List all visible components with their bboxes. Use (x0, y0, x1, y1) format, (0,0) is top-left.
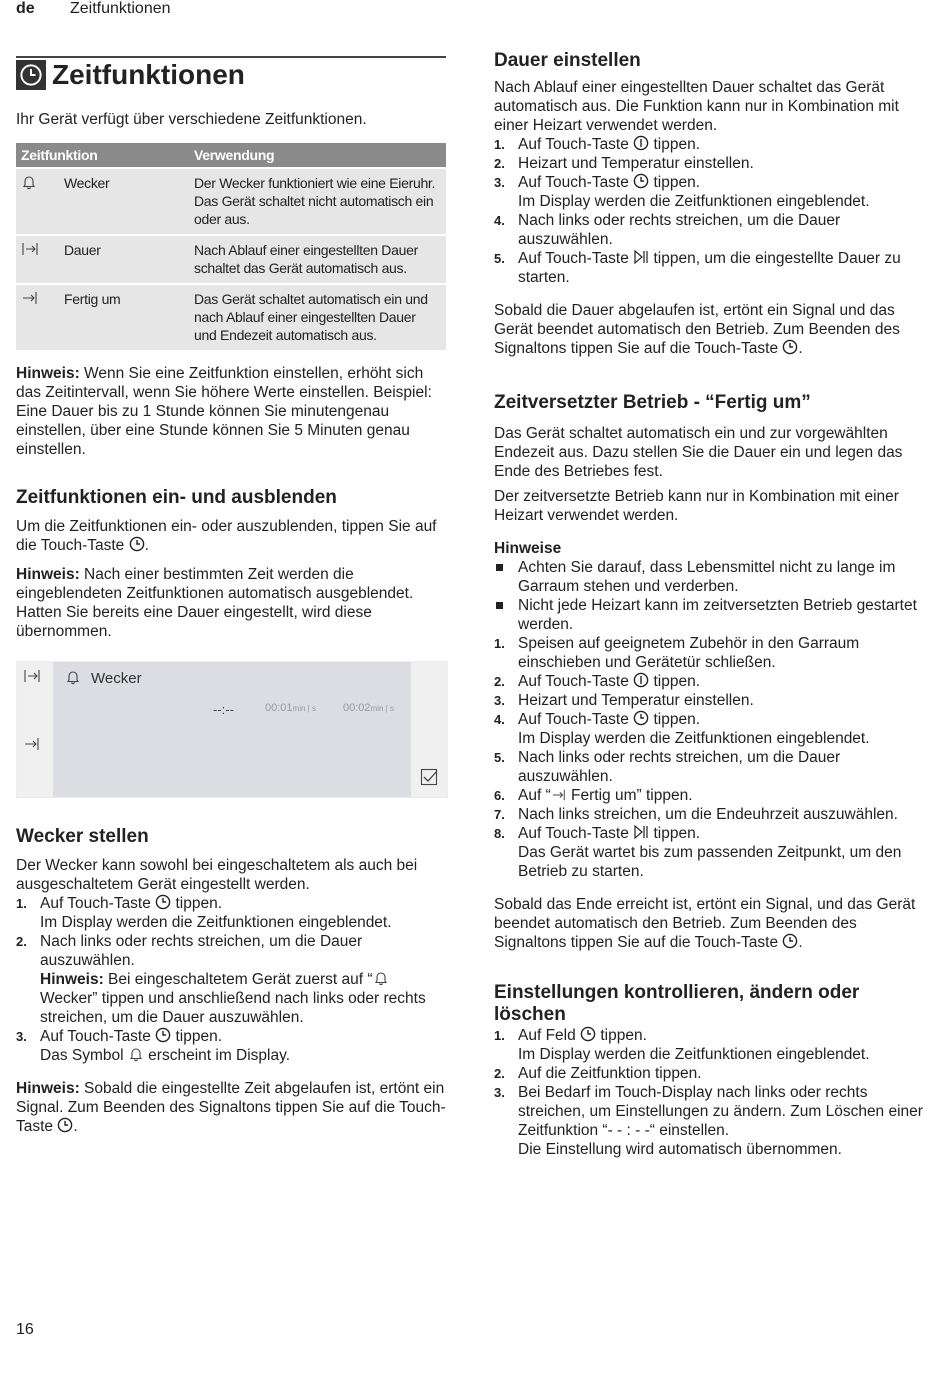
list-item (494, 634, 924, 672)
step-number: 3. (494, 1085, 505, 1100)
list-item (494, 1083, 924, 1159)
display-sidebar (17, 662, 53, 797)
list-item (494, 786, 924, 805)
step-number: 6. (494, 788, 505, 803)
language-code: de (16, 0, 35, 17)
step-result: Im Display werden die Zeitfunktionen eingeblendet. (518, 730, 870, 747)
table-row (16, 168, 446, 235)
step-number: 3. (494, 175, 505, 190)
step-number: 8. (494, 826, 505, 841)
display-time-value: 00:02 (343, 702, 371, 714)
table-header-row (16, 143, 446, 168)
display-time-blank[interactable]: --:-- (213, 702, 234, 717)
duration-icon[interactable] (23, 668, 41, 684)
dauer-intro: Nach Ablauf einer eingestellten Dauer schaltet das Gerät automatisch aus. Die Funktion kann nur in Kombination mit einer Heizart verwendet werden. (494, 79, 899, 134)
step-text: Auf Touch-Taste (518, 825, 634, 842)
step-text: Auf Touch-Taste (518, 174, 634, 191)
right-column (494, 50, 924, 1159)
bell-icon (128, 1046, 144, 1062)
step-result: Im Display werden die Zeitfunktionen eingeblendet. (40, 914, 392, 931)
step-number: 1. (494, 137, 505, 152)
hint-auto-hide (16, 565, 446, 641)
dauer-steps (494, 135, 924, 287)
table-cell-name: Dauer (59, 235, 189, 284)
clock-icon (155, 894, 171, 910)
step-text: Nach links oder rechts streichen, um die Dauer auszuwählen. (518, 749, 841, 785)
end-time-icon (551, 788, 567, 802)
page-number: 16 (16, 1321, 34, 1338)
kontrolle-steps (494, 1026, 924, 1159)
list-item (16, 894, 446, 932)
hint-text: Bei eingeschaltetem Gerät zuerst auf “ (103, 971, 373, 988)
clock-icon (580, 1026, 596, 1042)
hint-label: Hinweis: (16, 566, 80, 583)
page-title: Zeitfunktionen (52, 59, 245, 90)
list-item (494, 1026, 924, 1064)
step-text: tippen. (649, 825, 701, 842)
clock-icon (57, 1117, 73, 1133)
confirm-check-icon[interactable] (420, 768, 438, 786)
step-text: Auf “ (518, 787, 551, 804)
heading-fertig-um: Zeitversetzter Betrieb - “Fertig um” (494, 392, 811, 413)
show-hide-text-body: Um die Zeitfunktionen ein- oder auszublenden, tippen Sie auf die Touch-Taste (16, 518, 437, 554)
list-item (494, 691, 924, 710)
table-cell-name: Wecker (59, 168, 189, 235)
step-text: Auf Touch-Taste (518, 673, 634, 690)
bell-icon (16, 168, 59, 235)
step-result: Das Symbol (40, 1047, 128, 1064)
start-pause-icon (633, 824, 649, 840)
step-text: tippen. (596, 1027, 647, 1044)
bell-icon (373, 970, 389, 986)
display-right-bar (411, 662, 447, 797)
step-number: 3. (16, 1029, 27, 1044)
duration-icon (16, 235, 59, 284)
time-functions-table (16, 143, 446, 350)
step-text: Auf die Zeitfunktion tippen. (518, 1065, 702, 1082)
list-item (494, 1064, 924, 1083)
table-cell-usage: Der Wecker funktioniert wie eine Eieruhr. Das Gerät schaltet nicht automatisch ein oder aus. (189, 168, 446, 235)
hint-interval (16, 364, 446, 459)
hint-text: Sobald die eingestellte Zeit abgelaufen ist, ertönt ein Signal. Zum Beenden des Signaltons tippen Sie auf die Touch-Taste (16, 1080, 446, 1135)
step-text: tippen. (171, 895, 223, 912)
hint-signal: Hinweis: Sobald die eingestellte Zeit abgelaufen ist, ertönt ein Signal. Zum Beenden des Signaltons tippen Sie auf die Touch-Taste . (16, 1080, 446, 1135)
fertig-text-1: Das Gerät schaltet automatisch ein und zur vorgewählten Endezeit aus. Dazu stellen Sie die Dauer ein und legen das Ende des Betriebes fest. (494, 425, 903, 480)
dauer-end-text: Sobald die Dauer abgelaufen ist, ertönt ein Signal und das Gerät beendet automatisch den Betrieb. Zum Beenden des Signaltons tippen Sie auf die Touch-Taste . (494, 302, 900, 357)
step-text: Auf Feld (518, 1027, 581, 1044)
step-result: Im Display werden die Zeitfunktionen eingeblendet. (518, 193, 870, 210)
step-text: Heizart und Temperatur einstellen. (518, 692, 754, 709)
heading-kontrolle: Einstellungen kontrollieren, ändern oder löschen (494, 982, 860, 1025)
bell-icon (65, 669, 81, 685)
clock-icon (633, 710, 649, 726)
clock-icon (782, 933, 798, 949)
display-time-value: 00:01 (265, 702, 293, 714)
intro-text: Ihr Gerät verfügt über verschiedene Zeitfunktionen. (16, 111, 367, 128)
step-text: Auf Touch-Taste (518, 250, 634, 267)
hinweise-list (494, 558, 924, 634)
step-text: Auf Touch-Taste (518, 711, 634, 728)
list-item (494, 672, 924, 691)
fertig-text-2: Der zeitversetzte Betrieb kann nur in Kombination mit einer Heizart verwendet werden. (494, 488, 899, 524)
step-number: 2. (494, 1066, 505, 1081)
step-number: 5. (494, 750, 505, 765)
step-number: 4. (494, 712, 505, 727)
list-item (494, 173, 924, 211)
list-item: Achten Sie darauf, dass Lebensmittel nicht zu lange im Garraum stehen und verderben. (494, 558, 924, 596)
clock-icon (633, 173, 649, 189)
list-item (494, 805, 924, 824)
hint-text: Nach einer bestimmten Zeit werden die eingeblendeten Zeitfunktionen automatisch ausgeblendet. Hatten Sie bereits eine Dauer eingestellt, wird diese übernommen. (16, 566, 414, 640)
display-time-option[interactable] (343, 702, 394, 714)
heading-show-hide: Zeitfunktionen ein- und ausblenden (16, 487, 337, 508)
fertig-steps (494, 634, 924, 881)
fertig-end-body: Sobald das Ende erreicht ist, ertönt ein Signal, und das Gerät beendet automatisch den Betrieb. Zum Beenden des Signaltons tippen Sie auf die Touch-Taste (494, 896, 916, 951)
step-number: 2. (494, 674, 505, 689)
step-result: Die Einstellung wird automatisch übernommen. (518, 1141, 842, 1158)
heading-wecker: Wecker stellen (16, 826, 149, 847)
power-icon (633, 672, 649, 688)
step-text: Auf Touch-Taste (518, 136, 634, 153)
step-number: 7. (494, 807, 505, 822)
show-hide-text: Um die Zeitfunktionen ein- oder auszublenden, tippen Sie auf die Touch-Taste . (16, 518, 437, 554)
display-time-unit: min | s (292, 704, 316, 713)
table-row (16, 284, 446, 350)
hinweise-title: Hinweise (494, 540, 562, 557)
display-time-unit: min | s (370, 704, 394, 713)
hint-label: Hinweis: (16, 365, 80, 382)
header-section-title: Zeitfunktionen (70, 0, 171, 17)
table-header-function: Zeitfunktion (16, 143, 189, 168)
step-text: Nach links oder rechts streichen, um die Dauer auszuwählen. (40, 933, 363, 969)
step-text: tippen. (649, 136, 701, 153)
step-result: erscheint im Display. (143, 1047, 291, 1064)
step-number: 1. (494, 636, 505, 651)
step-text: Bei Bedarf im Touch-Display nach links oder rechts streichen, um Einstellungen zu ändern. Zum Löschen einer Zeitfunktion “- - : - -“ einstellen. (518, 1084, 923, 1139)
step-text: Nach links oder rechts streichen, um die Dauer auszuwählen. (518, 212, 841, 248)
wecker-intro: Der Wecker kann sowohl bei eingeschaltetem als auch bei ausgeschaltetem Gerät eingestellt werden. (16, 857, 418, 893)
list-item (494, 748, 924, 786)
list-item (494, 211, 924, 249)
display-wecker-label[interactable]: Wecker (91, 670, 142, 687)
step-text: Auf Touch-Taste (40, 895, 156, 912)
hint-label: Hinweis: (40, 971, 104, 988)
clock-icon (129, 536, 145, 552)
step-result: Das Gerät wartet bis zum passenden Zeitpunkt, um den Betrieb zu starten. (518, 844, 902, 880)
step-number: 2. (16, 934, 27, 949)
step-text: tippen, um die eingestellte Dauer zu starten. (518, 250, 901, 286)
start-pause-icon (633, 249, 649, 265)
step-number: 1. (16, 896, 27, 911)
list-item (494, 135, 924, 154)
table-cell-usage: Nach Ablauf einer eingestellten Dauer schaltet das Gerät automatisch aus. (189, 235, 446, 284)
end-time-icon (16, 284, 59, 350)
step-text: Fertig um” tippen. (566, 787, 693, 804)
display-time-option[interactable] (265, 702, 316, 714)
list-item (16, 1027, 446, 1065)
hint-label: Hinweis: (16, 1080, 80, 1097)
list-item (494, 154, 924, 173)
end-time-icon[interactable] (23, 736, 41, 752)
table-header-usage: Verwendung (189, 143, 446, 168)
clock-icon (782, 339, 798, 355)
step-text: tippen. (649, 711, 701, 728)
display-screenshot (16, 661, 448, 798)
step-text: Heizart und Temperatur einstellen. (518, 155, 754, 172)
list-item (494, 249, 924, 287)
list-item (16, 932, 446, 1027)
step-number: 3. (494, 693, 505, 708)
step-text: Speisen auf geeignetem Zubehör in den Garraum einschieben und Gerätetür schließen. (518, 635, 860, 671)
page-title-block (16, 56, 446, 92)
step-number: 1. (494, 1028, 505, 1043)
fertig-end-text: Sobald das Ende erreicht ist, ertönt ein Signal, und das Gerät beendet automatisch den Betrieb. Zum Beenden des Signaltons tippen Sie auf die Touch-Taste . (494, 896, 916, 951)
table-row (16, 235, 446, 284)
step-number: 5. (494, 251, 505, 266)
table-cell-name: Fertig um (59, 284, 189, 350)
step-result: Im Display werden die Zeitfunktionen eingeblendet. (518, 1046, 870, 1063)
list-item (494, 824, 924, 881)
step-text: tippen. (649, 673, 701, 690)
step-number: 2. (494, 156, 505, 171)
list-item (494, 710, 924, 748)
left-column (16, 50, 446, 1136)
step-text: tippen. (171, 1028, 223, 1045)
hint-text: Wenn Sie eine Zeitfunktion einstellen, erhöht sich das Zeitintervall, wenn Sie höhere Werte einstellen. Beispiel: Eine Dauer bis zu 1 Stunde können Sie minutengenau einstellen, über eine Stunde können Sie 5 Minuten genau einstellen. (16, 365, 432, 458)
list-item: Nicht jede Heizart kann im zeitversetzten Betrieb gestartet werden. (494, 596, 924, 634)
clock-icon (16, 60, 46, 90)
heading-dauer: Dauer einstellen (494, 50, 641, 71)
wecker-steps (16, 894, 446, 1065)
step-text: Nach links streichen, um die Endeuhrzeit auszuwählen. (518, 806, 898, 823)
table-cell-usage: Das Gerät schaltet automatisch ein und nach Ablauf einer eingestellten Dauer und Endezeit automatisch aus. (189, 284, 446, 350)
power-icon (633, 135, 649, 151)
step-text: tippen. (649, 174, 701, 191)
clock-icon (155, 1027, 171, 1043)
step-text: Auf Touch-Taste (40, 1028, 156, 1045)
hint-text: Wecker” tippen und anschließend nach links oder rechts streichen, um die Dauer auszuwählen. (40, 990, 426, 1026)
dauer-end-body: Sobald die Dauer abgelaufen ist, ertönt ein Signal und das Gerät beendet automatisch den Betrieb. Zum Beenden des Signaltons tippen Sie auf die Touch-Taste (494, 302, 900, 357)
step-number: 4. (494, 213, 505, 228)
